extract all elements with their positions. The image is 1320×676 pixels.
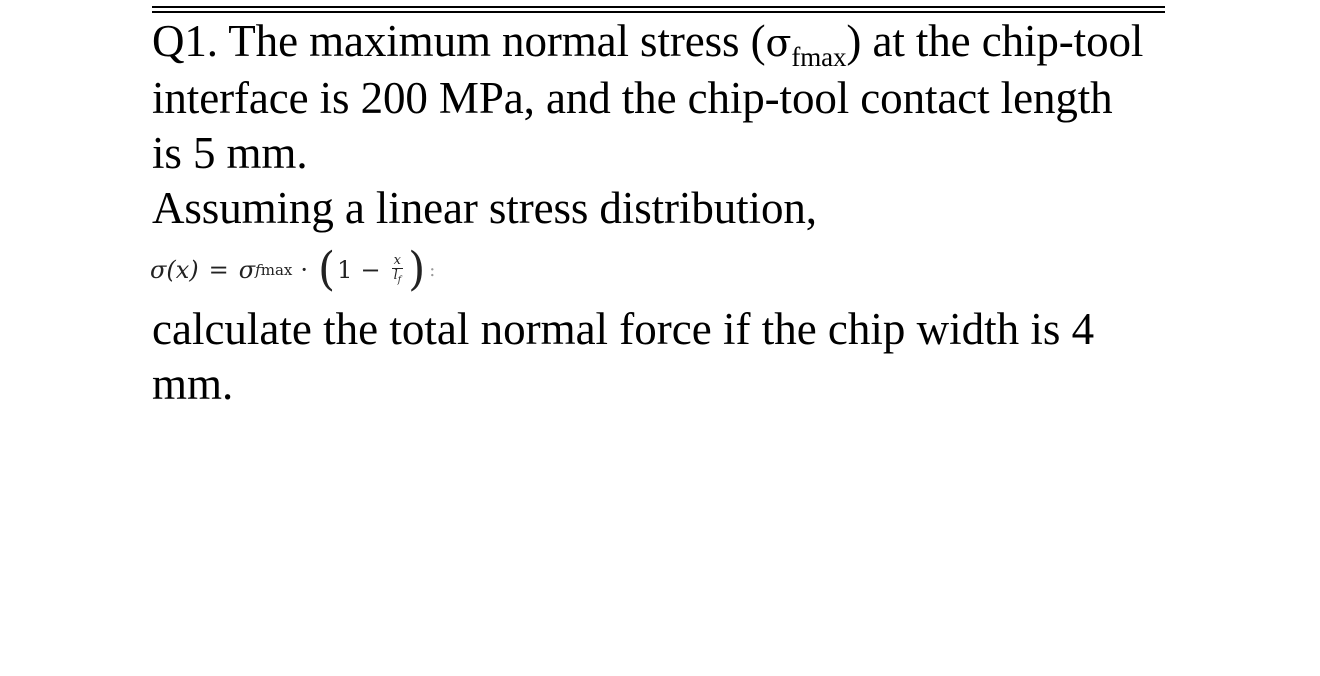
formula-trailing-colon: :: [429, 259, 436, 281]
fraction-numerator: x: [393, 252, 401, 268]
formula-equals: =: [208, 256, 229, 284]
question-text-continued: [152, 302, 1192, 412]
formula-dot: ·: [300, 256, 308, 284]
formula-rhs-subscript: fmax: [255, 261, 293, 279]
stress-distribution-formula: [150, 240, 435, 300]
fraction-denominator: $l_f$: [393, 267, 402, 286]
question-line-2: interface is 200 MPa, and the chip-tool contact length: [152, 73, 1113, 123]
sigma-subscript: fmax: [791, 42, 847, 72]
formula-lhs-sigma: σ: [150, 256, 167, 284]
formula-open-paren: (: [318, 242, 336, 297]
formula-lhs-arg: (x): [166, 256, 199, 284]
question-line-6: mm.: [152, 359, 234, 409]
question-line-5: calculate the total normal force if the chip width is 4: [152, 304, 1095, 354]
question-line-1: Q1. The maximum normal stress $(\sigma_{fmax})$ at the chip-tool: [152, 16, 1144, 72]
top-double-rule-upper: [152, 6, 1165, 8]
formula-rhs-sigma: σ: [238, 256, 256, 284]
formula-close-paren: ): [408, 242, 426, 297]
formula-minus: −: [360, 256, 381, 284]
formula-fraction: [392, 254, 404, 287]
top-double-rule-lower: [152, 11, 1165, 13]
question-line-3: is 5 mm.: [152, 128, 308, 178]
question-label: Q1.: [152, 16, 218, 66]
question-line-4: Assuming a linear stress distribution,: [152, 183, 817, 233]
formula-one: 1: [337, 256, 353, 284]
sigma-symbol: σ: [765, 21, 792, 65]
question-text: [152, 14, 1192, 236]
